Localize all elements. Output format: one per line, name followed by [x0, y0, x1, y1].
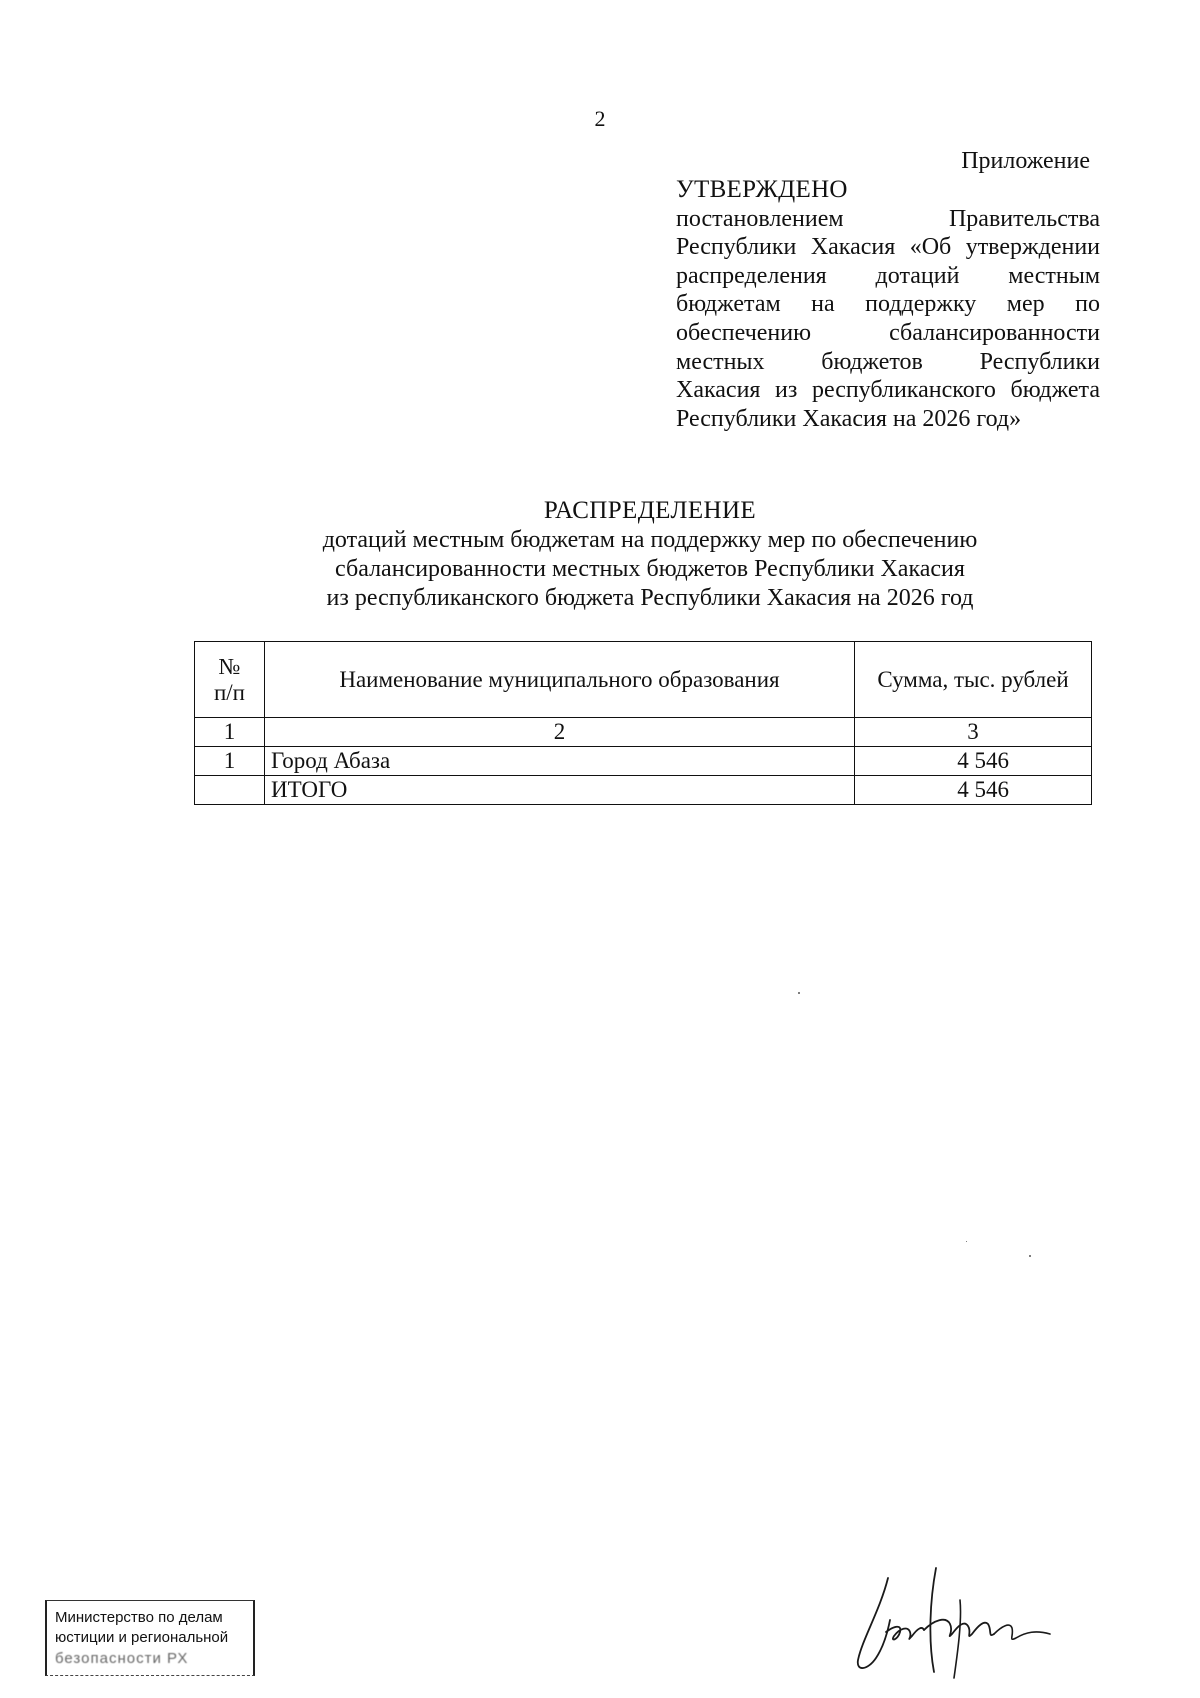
scan-speck: [966, 1241, 967, 1242]
table-row: [195, 747, 1092, 776]
approval-line: Республики Хакасия на 2026 год»: [676, 405, 1022, 432]
document-subtitle-line: сбалансированности местных бюджетов Республики Хакасия: [335, 556, 965, 582]
approval-line: распределения дотаций местным: [676, 262, 1100, 289]
approval-line: бюджетам на поддержку мер по: [676, 291, 1100, 318]
column-number: 3: [855, 718, 1092, 747]
header-num-symbol: №: [218, 653, 241, 679]
distribution-table: [194, 641, 1092, 805]
signature: [850, 1560, 1080, 1680]
approval-line: Республики Хакасия «Об утверждении: [676, 234, 1100, 261]
approval-line: обеспечению сбалансированности: [676, 319, 1100, 346]
registration-stamp: [45, 1600, 255, 1678]
appendix-label: Приложение: [961, 148, 1090, 174]
total-num: [195, 776, 265, 805]
table-header-row: [195, 642, 1092, 718]
document-subtitle-line: дотаций местным бюджетам на поддержку мер по обеспечению: [322, 527, 978, 553]
stamp-line: безопасности РХ: [55, 1650, 189, 1667]
total-label: ИТОГО: [265, 776, 855, 805]
stamp-line: Министерство по делам: [55, 1609, 223, 1626]
header-num-abbr: п/п: [213, 679, 245, 705]
row-name: Город Абаза: [265, 747, 855, 776]
document-title: РАСПРЕДЕЛЕНИЕ: [543, 497, 757, 524]
scan-speck: [1029, 1255, 1031, 1257]
header-sum: Сумма, тыс. рублей: [855, 642, 1092, 718]
header-name: Наименование муниципального образования: [265, 642, 855, 718]
column-number: 1: [195, 718, 265, 747]
approval-line: постановлением Правительства: [676, 205, 1100, 232]
approval-heading: УТВЕРЖДЕНО: [676, 176, 848, 203]
header-num: [195, 642, 265, 718]
stamp-line: юстиции и региональной: [55, 1629, 229, 1646]
approval-block: [676, 176, 1100, 433]
page-number: 2: [594, 106, 606, 131]
approval-line: Хакасия из республиканского бюджета: [676, 377, 1100, 404]
row-num: 1: [195, 747, 265, 776]
column-number-row: [195, 718, 1092, 747]
total-sum: 4 546: [855, 776, 1092, 805]
approval-line: местных бюджетов Республики: [676, 348, 1100, 375]
column-number: 2: [265, 718, 855, 747]
row-sum: 4 546: [855, 747, 1092, 776]
scan-speck: [798, 992, 800, 994]
table-total-row: [195, 776, 1092, 805]
document-subtitle-line: из республиканского бюджета Республики Хакасия на 2026 год: [326, 585, 974, 611]
document-title-block: [0, 496, 1200, 613]
